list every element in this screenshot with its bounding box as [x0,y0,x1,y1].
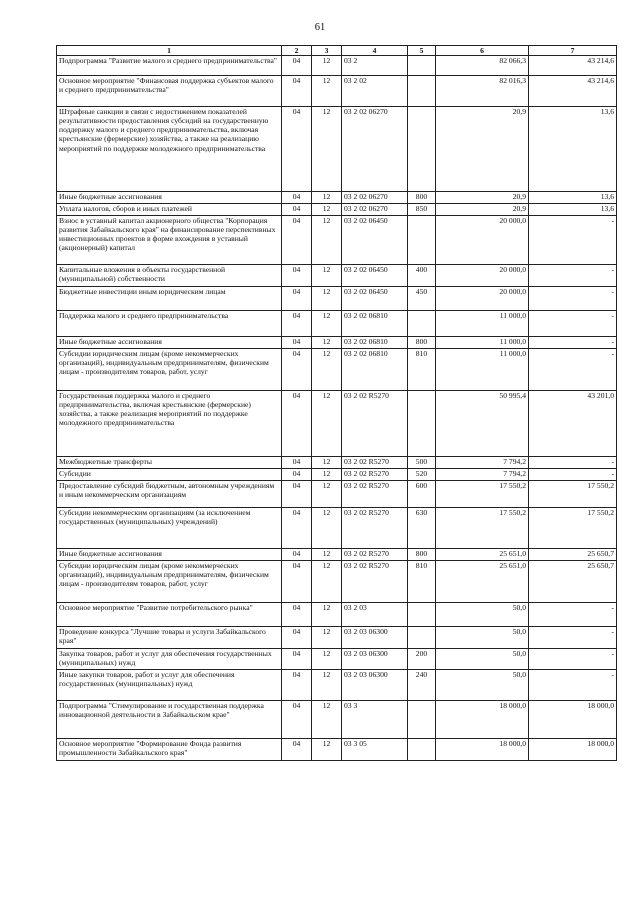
row-expense-type: 500 [408,457,436,469]
row-section: 04 [282,481,312,508]
row-amount-2: 13,6 [529,192,617,204]
table-row [57,549,617,561]
row-name: Иные закупки товаров, работ и услуг для обеспечения государственных (муниципальных) нужд [57,670,282,701]
row-target-code: 03 2 03 06300 [342,649,408,670]
row-subsection: 12 [312,481,342,508]
row-name: Основное мероприятие "Финансовая поддержка субъектов малого и среднего предпринимательства" [57,76,282,107]
row-section: 04 [282,739,312,761]
row-amount-1: 20,9 [436,192,529,204]
row-name: Субсидии юридическим лицам (кроме некоммерческих организаций), индивидуальным предпринимателям, физическим лицам - производителям товаров, работ, услуг [57,349,282,391]
row-subsection: 12 [312,603,342,627]
row-subsection: 12 [312,469,342,481]
row-expense-type [408,216,436,265]
row-name: Субсидии некоммерческим организациям (за исключением государственных (муниципальных) учреждений) [57,508,282,549]
table-row [57,216,617,265]
row-target-code: 03 2 02 R5270 [342,469,408,481]
row-amount-2: - [529,649,617,670]
row-amount-1: 82 066,3 [436,56,529,76]
row-section: 04 [282,457,312,469]
table-row [57,508,617,549]
row-expense-type: 630 [408,508,436,549]
row-name: Основное мероприятие "Развитие потребительского рынка" [57,603,282,627]
table-row [57,670,617,701]
row-target-code: 03 2 03 06300 [342,670,408,701]
row-section: 04 [282,603,312,627]
row-subsection: 12 [312,265,342,287]
row-name: Поддержка малого и среднего предпринимательства [57,311,282,337]
row-target-code: 03 2 02 06450 [342,265,408,287]
row-name: Взнос в уставный капитал акционерного общества "Корпорация развития Забайкальского края" на финансирование перспективных инвестиционных проектов в форме вхождения в уставный (акционерный) капитал [57,216,282,265]
row-amount-2: 43 201,0 [529,391,617,457]
row-name: Основное мероприятие "Формирование Фонда развития промышленности Забайкальского края" [57,739,282,761]
row-name: Подпрограмма "Развитие малого и среднего предпринимательства" [57,56,282,76]
row-section: 04 [282,469,312,481]
row-section: 04 [282,287,312,311]
row-amount-2: 18 000,0 [529,739,617,761]
row-expense-type: 520 [408,469,436,481]
row-target-code: 03 2 02 06810 [342,311,408,337]
row-amount-1: 50,0 [436,670,529,701]
row-name: Штрафные санкции в связи с недостижением показателей результативности предоставления субсидий на государственную поддержку малого и среднего предпринимательства, включая крестьянские (фермерские) хозяйства, а также на реализацию мероприятий по поддержке молодежного предпринимательства [57,107,282,192]
row-amount-1: 50,0 [436,649,529,670]
page-number: 61 [314,22,326,33]
row-amount-2: 17 550,2 [529,508,617,549]
row-target-code: 03 3 [342,701,408,739]
row-target-code: 03 2 02 06450 [342,216,408,265]
table-row [57,192,617,204]
table-row [57,457,617,469]
header-row [57,46,617,56]
table-row [57,76,617,107]
row-expense-type: 400 [408,265,436,287]
table-row [57,603,617,627]
row-amount-2: - [529,349,617,391]
row-amount-1: 11 000,0 [436,311,529,337]
row-amount-2: 17 550,2 [529,481,617,508]
row-expense-type [408,76,436,107]
row-amount-2: 25 650,7 [529,549,617,561]
row-amount-1: 50,0 [436,603,529,627]
row-expense-type: 600 [408,481,436,508]
table-row [57,311,617,337]
row-target-code: 03 2 02 06270 [342,204,408,216]
row-amount-1: 11 000,0 [436,349,529,391]
row-name: Закупка товаров, работ и услуг для обеспечения государственных (муниципальных) нужд [57,649,282,670]
row-name: Капитальные вложения в объекты государственной (муниципальной) собственности [57,265,282,287]
row-subsection: 12 [312,549,342,561]
row-section: 04 [282,107,312,192]
row-section: 04 [282,216,312,265]
row-subsection: 12 [312,561,342,603]
row-expense-type [408,603,436,627]
row-section: 04 [282,76,312,107]
table-row [57,481,617,508]
row-name: Субсидии [57,469,282,481]
row-target-code: 03 3 05 [342,739,408,761]
col-header-subsection: 3 [312,46,342,56]
row-target-code: 03 2 02 06270 [342,192,408,204]
row-amount-1: 20 000,0 [436,216,529,265]
table-row [57,56,617,76]
row-amount-2: - [529,216,617,265]
col-header-amount-2: 7 [529,46,617,56]
row-name: Субсидии юридическим лицам (кроме некоммерческих организаций), индивидуальным предпринимателям, физическим лицам - производителям товаров, работ, услуг [57,561,282,603]
row-amount-1: 20,9 [436,204,529,216]
row-target-code: 03 2 02 06810 [342,349,408,391]
row-section: 04 [282,627,312,649]
row-section: 04 [282,337,312,349]
row-amount-2: - [529,311,617,337]
row-expense-type [408,627,436,649]
row-amount-2: - [529,627,617,649]
col-header-section: 2 [282,46,312,56]
row-name: Иные бюджетные ассигнования [57,337,282,349]
row-name: Иные бюджетные ассигнования [57,192,282,204]
row-subsection: 12 [312,311,342,337]
row-subsection: 12 [312,216,342,265]
row-amount-1: 7 794,2 [436,469,529,481]
row-expense-type [408,391,436,457]
table-row [57,649,617,670]
row-expense-type [408,739,436,761]
row-subsection: 12 [312,287,342,311]
budget-table [56,45,617,761]
table-row [57,349,617,391]
table-row [57,107,617,192]
row-amount-2: - [529,670,617,701]
row-expense-type: 200 [408,649,436,670]
row-amount-1: 17 550,2 [436,481,529,508]
row-section: 04 [282,508,312,549]
row-name: Бюджетные инвестиции иным юридическим лицам [57,287,282,311]
row-subsection: 12 [312,192,342,204]
row-expense-type: 810 [408,349,436,391]
row-expense-type [408,311,436,337]
row-subsection: 12 [312,349,342,391]
row-expense-type: 800 [408,192,436,204]
row-target-code: 03 2 02 06810 [342,337,408,349]
row-name: Иные бюджетные ассигнования [57,549,282,561]
row-amount-2: 43 214,6 [529,76,617,107]
row-subsection: 12 [312,56,342,76]
row-subsection: 12 [312,76,342,107]
row-amount-1: 18 000,0 [436,739,529,761]
col-header-expense-type: 5 [408,46,436,56]
row-subsection: 12 [312,649,342,670]
row-amount-1: 20,9 [436,107,529,192]
row-target-code: 03 2 02 R5270 [342,508,408,549]
col-header-amount-1: 6 [436,46,529,56]
row-expense-type: 800 [408,549,436,561]
row-expense-type [408,701,436,739]
row-amount-2: 18 000,0 [529,701,617,739]
table-row [57,337,617,349]
row-amount-1: 50 995,4 [436,391,529,457]
row-amount-2: - [529,265,617,287]
row-amount-2: - [529,603,617,627]
row-subsection: 12 [312,391,342,457]
row-subsection: 12 [312,204,342,216]
table-row [57,469,617,481]
row-section: 04 [282,391,312,457]
table-row [57,391,617,457]
row-amount-2: 13,6 [529,107,617,192]
row-subsection: 12 [312,701,342,739]
row-section: 04 [282,56,312,76]
row-target-code: 03 2 03 [342,603,408,627]
col-header-code: 4 [342,46,408,56]
row-target-code: 03 2 02 R5270 [342,549,408,561]
row-amount-2: - [529,287,617,311]
row-expense-type: 850 [408,204,436,216]
row-section: 04 [282,561,312,603]
row-expense-type [408,56,436,76]
row-subsection: 12 [312,508,342,549]
row-name: Предоставление субсидий бюджетным, автономным учреждениям и иным некоммерческим организациям [57,481,282,508]
row-target-code: 03 2 02 [342,76,408,107]
row-amount-2: - [529,457,617,469]
row-amount-1: 17 550,2 [436,508,529,549]
row-amount-2: - [529,337,617,349]
row-name: Проведение конкурса "Лучшие товары и услуги Забайкальского края" [57,627,282,649]
row-expense-type [408,107,436,192]
row-target-code: 03 2 02 06450 [342,287,408,311]
row-target-code: 03 2 02 R5270 [342,457,408,469]
row-target-code: 03 2 03 06300 [342,627,408,649]
row-expense-type: 450 [408,287,436,311]
row-expense-type: 800 [408,337,436,349]
row-target-code: 03 2 02 R5270 [342,561,408,603]
row-amount-1: 50,0 [436,627,529,649]
row-target-code: 03 2 02 R5270 [342,391,408,457]
row-amount-2: 43 214,6 [529,56,617,76]
row-amount-1: 20 000,0 [436,287,529,311]
row-section: 04 [282,670,312,701]
row-name: Подпрограмма "Стимулирование и государственная поддержка инновационной деятельности в Забайкальском крае" [57,701,282,739]
row-amount-1: 7 794,2 [436,457,529,469]
table-row [57,287,617,311]
row-subsection: 12 [312,627,342,649]
row-section: 04 [282,192,312,204]
row-section: 04 [282,204,312,216]
row-amount-2: - [529,469,617,481]
row-section: 04 [282,549,312,561]
row-section: 04 [282,311,312,337]
row-name: Государственная поддержка малого и среднего предпринимательства, включая крестьянские (фермерские) хозяйства, а также реализация мероприятий по поддержке молодежного предпринимательства [57,391,282,457]
row-target-code: 03 2 [342,56,408,76]
row-subsection: 12 [312,739,342,761]
row-name: Межбюджетные трансферты [57,457,282,469]
row-section: 04 [282,265,312,287]
row-target-code: 03 2 02 R5270 [342,481,408,508]
row-expense-type: 810 [408,561,436,603]
table-row [57,561,617,603]
col-header-name: 1 [57,46,282,56]
row-amount-1: 18 000,0 [436,701,529,739]
table-row [57,739,617,761]
row-amount-2: 13,6 [529,204,617,216]
row-section: 04 [282,349,312,391]
row-amount-1: 11 000,0 [436,337,529,349]
table-row [57,701,617,739]
row-name: Уплата налогов, сборов и иных платежей [57,204,282,216]
row-subsection: 12 [312,337,342,349]
row-amount-1: 25 651,0 [436,561,529,603]
row-amount-1: 25 651,0 [436,549,529,561]
row-subsection: 12 [312,107,342,192]
row-subsection: 12 [312,457,342,469]
row-subsection: 12 [312,670,342,701]
table-row [57,627,617,649]
table-row [57,204,617,216]
row-amount-1: 82 016,3 [436,76,529,107]
row-target-code: 03 2 02 06270 [342,107,408,192]
row-amount-1: 20 000,0 [436,265,529,287]
row-section: 04 [282,701,312,739]
row-section: 04 [282,649,312,670]
row-amount-2: 25 650,7 [529,561,617,603]
row-expense-type: 240 [408,670,436,701]
table-row [57,265,617,287]
